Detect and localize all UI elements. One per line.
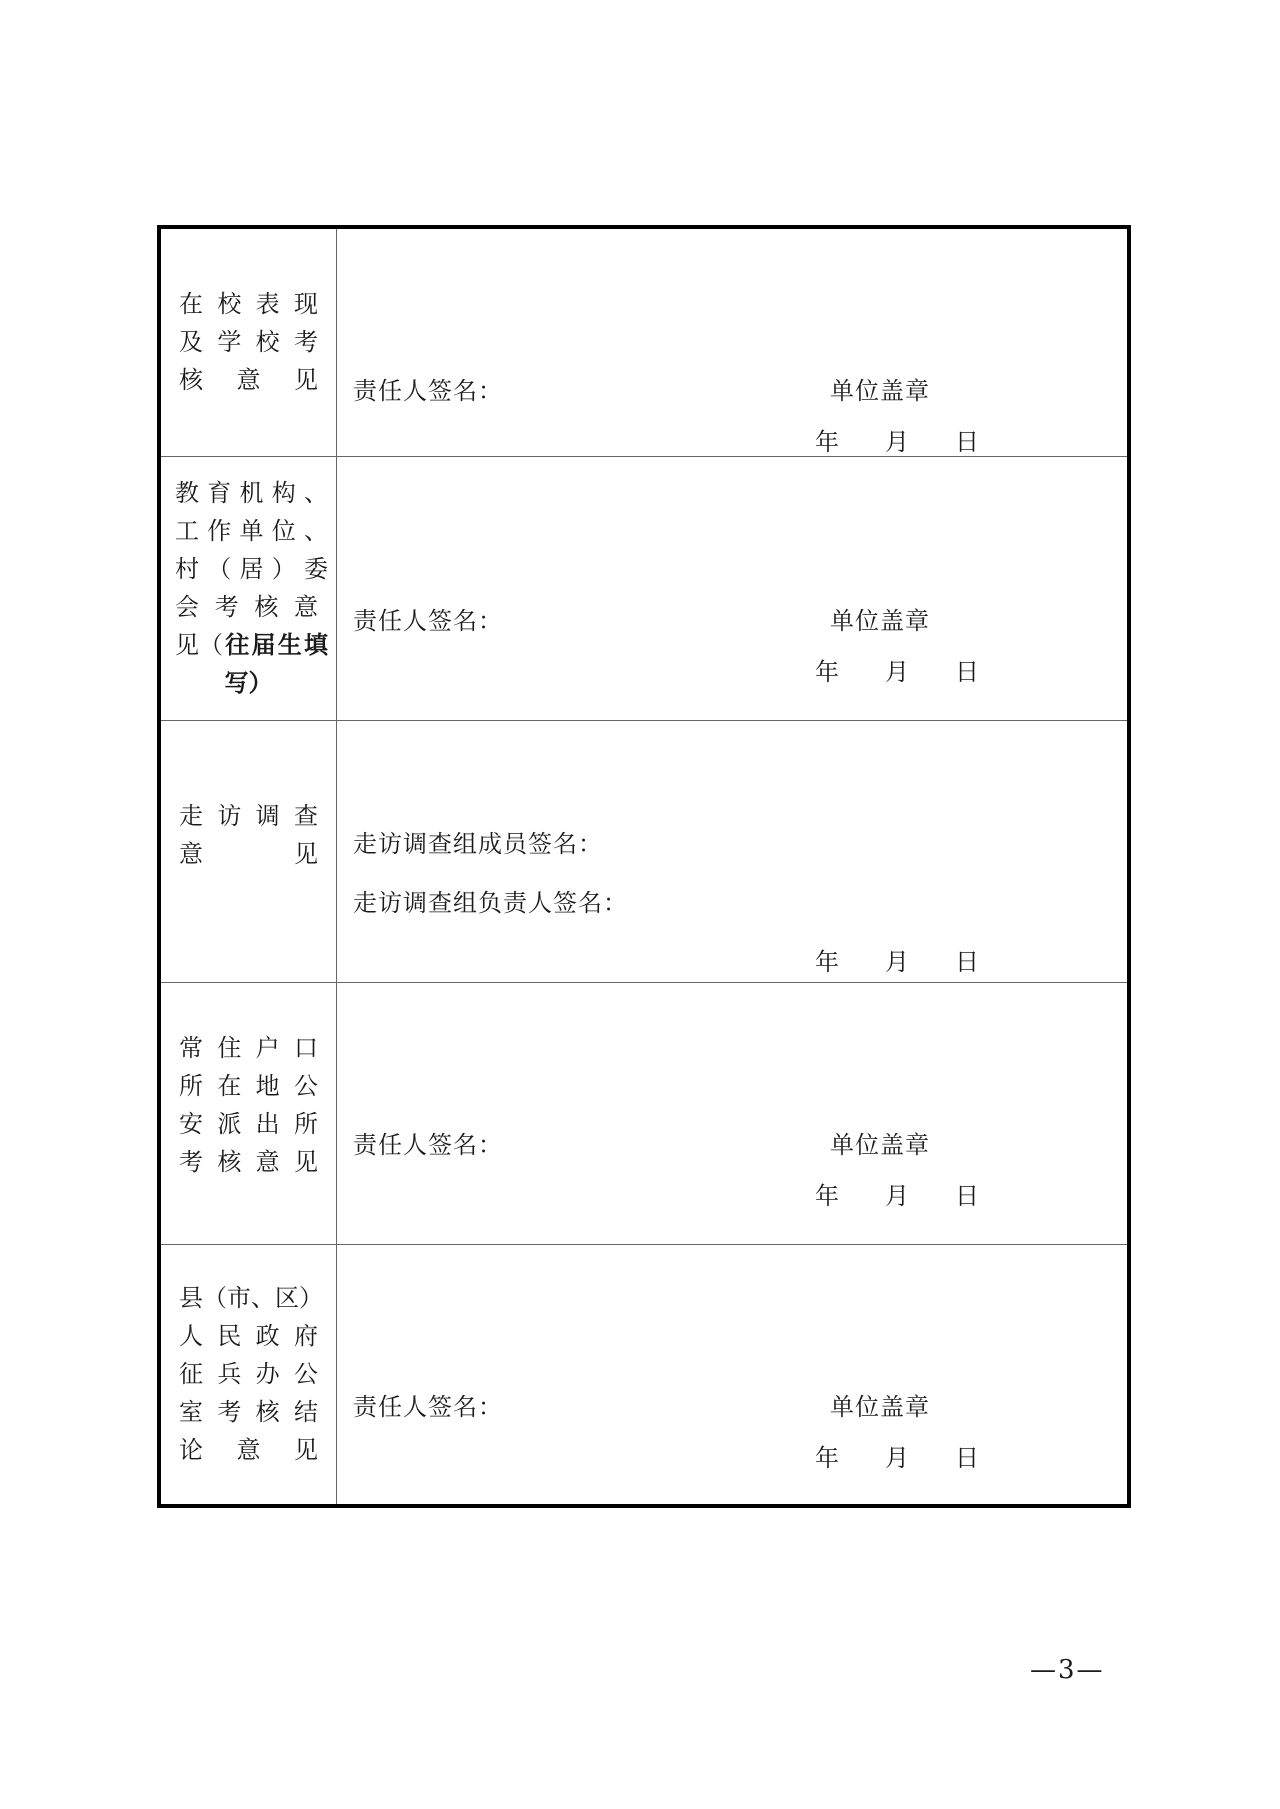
member-signature-label: 走访调查组成员签名： xyxy=(353,829,603,858)
label-cell-police-station xyxy=(159,982,337,1244)
month-label: 月 xyxy=(885,657,909,686)
day-label: 日 xyxy=(955,1181,979,1210)
page-number: —3— xyxy=(1030,1655,1105,1685)
seal-label: 单位盖章 xyxy=(830,606,930,635)
signature-label: 责任人签名： xyxy=(353,1392,503,1421)
year-label: 年 xyxy=(815,947,839,976)
day-label: 日 xyxy=(955,657,979,686)
day-label: 日 xyxy=(955,428,979,456)
row-label: 走 访 调 查 意 见 xyxy=(179,802,318,869)
day-label: 日 xyxy=(955,1443,979,1472)
row-police-station xyxy=(159,982,1129,1244)
label-cell-visit-investigation xyxy=(159,720,337,982)
row-label: 县 （市、 区） 人 民 政 府 征 兵 办 公 室 考 核 结 论 意 见 xyxy=(179,1284,323,1465)
year-label: 年 xyxy=(815,428,839,456)
opinion-field-recruitment-office[interactable] xyxy=(337,1244,1130,1506)
date-line xyxy=(815,1438,979,1473)
label-cell-school-performance xyxy=(159,227,337,456)
leader-signature-label: 走访调查组负责人签名： xyxy=(353,888,628,917)
signature-label: 责任人签名： xyxy=(353,1130,503,1159)
date-line xyxy=(815,422,979,457)
row-label: 教 育 机 构 、 工 作 单 位 、 村 （ 居 ） 委 会 考 核 意 见（ 往 届 生 填 写） xyxy=(175,479,328,697)
month-label: 月 xyxy=(885,428,909,456)
month-label: 月 xyxy=(885,1443,909,1472)
seal-label: 单位盖章 xyxy=(830,1130,930,1159)
label-cell-recruitment-office xyxy=(159,1244,337,1506)
row-visit-investigation xyxy=(159,720,1129,982)
opinion-field-police-station[interactable] xyxy=(337,982,1130,1244)
date-line xyxy=(815,942,979,977)
date-line xyxy=(815,1176,979,1211)
month-label: 月 xyxy=(885,1181,909,1210)
month-label: 月 xyxy=(885,947,909,976)
seal-label: 单位盖章 xyxy=(830,377,930,405)
date-line xyxy=(815,652,979,687)
day-label: 日 xyxy=(955,947,979,976)
year-label: 年 xyxy=(815,1181,839,1210)
year-label: 年 xyxy=(815,1443,839,1472)
opinion-field-visit-investigation[interactable] xyxy=(337,720,1130,982)
row-institution-assessment xyxy=(159,456,1129,720)
row-label: 常 住 户 口 所 在 地 公 安 派 出 所 考 核 意 见 xyxy=(179,1034,318,1177)
row-label: 在 校 表 现 及 学 校 考 核 意 见 xyxy=(179,290,318,395)
opinion-field-school-performance[interactable] xyxy=(337,227,1130,456)
row-recruitment-office xyxy=(159,1244,1129,1506)
signature-label: 责任人签名： xyxy=(353,606,503,635)
label-cell-institution-assessment xyxy=(159,456,337,720)
opinion-field-institution-assessment[interactable] xyxy=(337,456,1130,720)
seal-label: 单位盖章 xyxy=(830,1392,930,1421)
year-label: 年 xyxy=(815,657,839,686)
row-school-performance xyxy=(159,227,1129,456)
signature-label: 责任人签名： xyxy=(353,377,503,405)
assessment-form-table xyxy=(157,225,1131,1508)
